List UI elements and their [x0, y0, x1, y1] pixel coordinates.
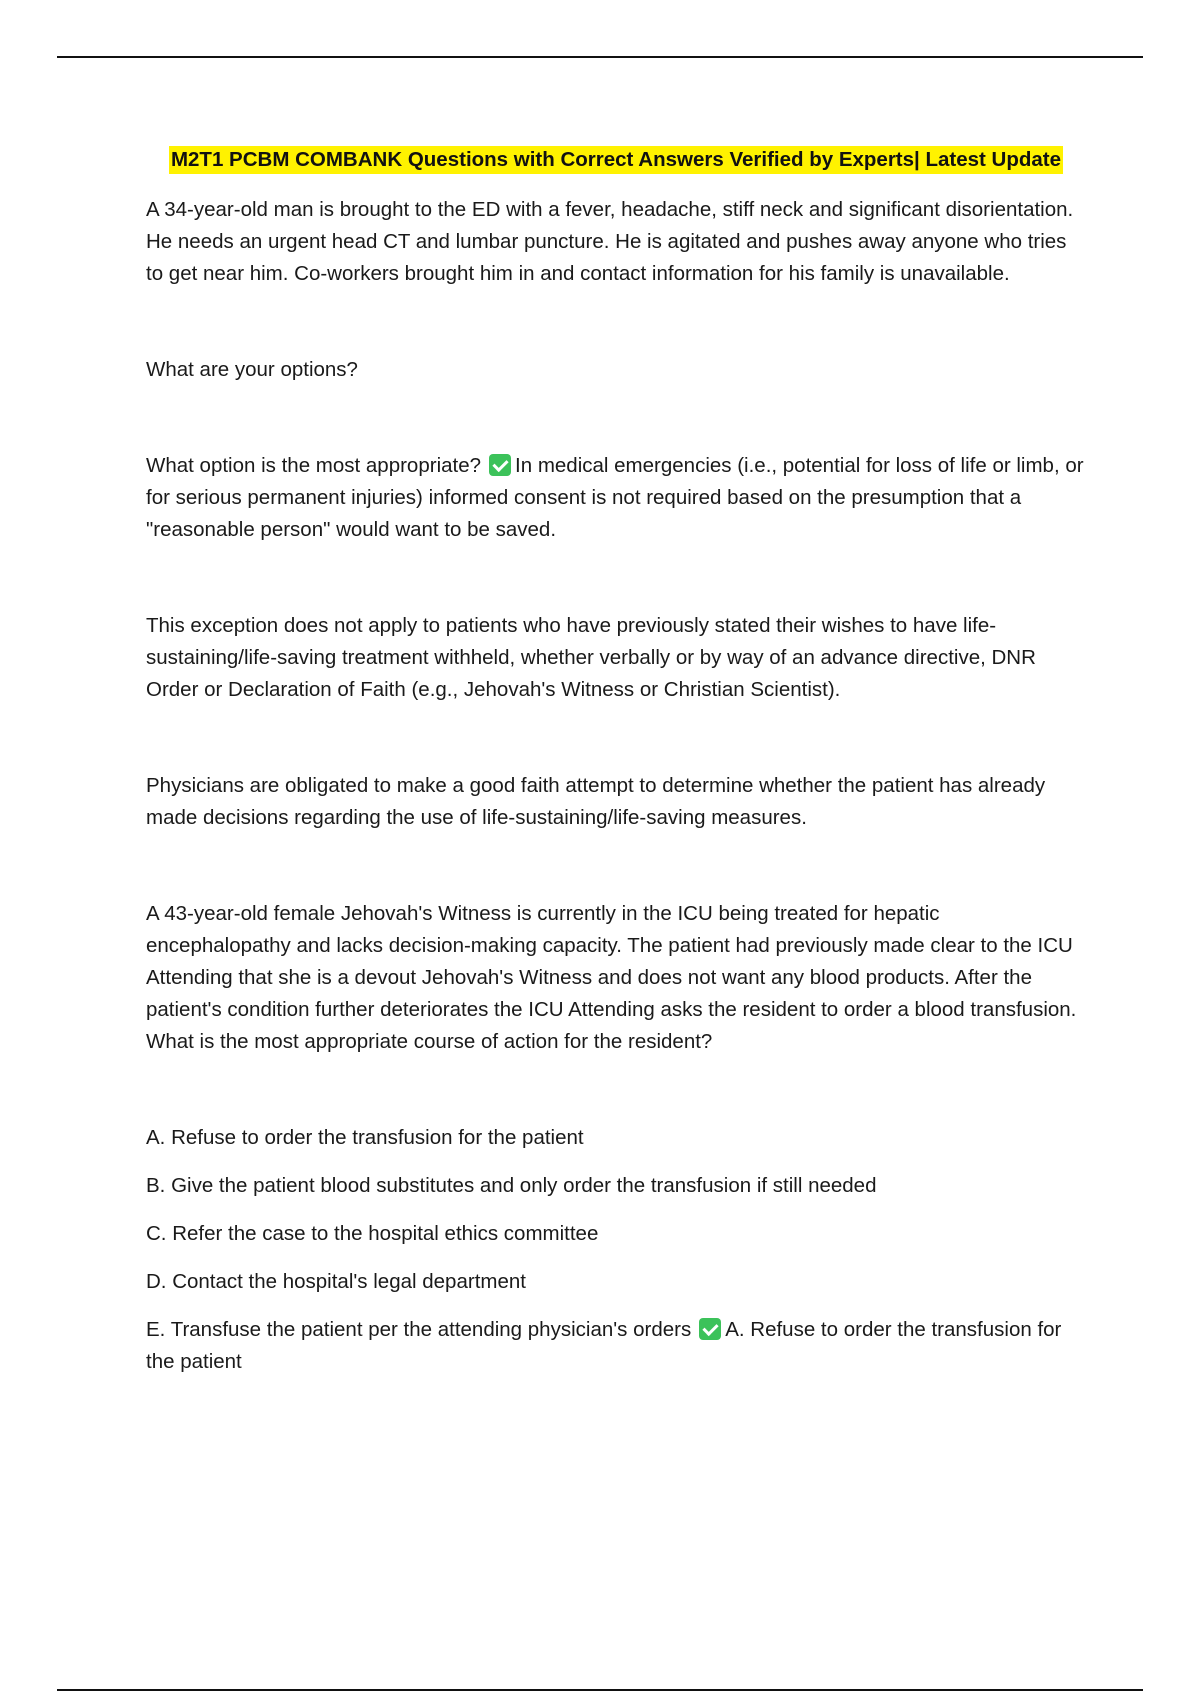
q2-option-e: E. Transfuse the patient per the attending physician's orders	[146, 1318, 692, 1341]
q2-option-e-answer	[146, 1314, 1086, 1378]
document-body	[146, 146, 1086, 1378]
q1-answer: In medical emergencies (i.e., potential for loss of life or limb, or for serious permanent injuries) informed consent is not required based on the presumption that a "reasonable person" would want to be saved.	[146, 454, 1084, 541]
header-rule	[57, 56, 1143, 58]
check-icon	[699, 1318, 721, 1340]
q1-stem: A 34-year-old man is brought to the ED with a fever, headache, stiff neck and significant disorientation. He needs an urgent head CT and lumbar puncture. He is agitated and pushes away anyone who tries to get near him. Co-workers brought him in and contact information for his family is unavailable.	[146, 198, 1074, 285]
title-wrap	[136, 146, 1096, 174]
q1-note-good-faith: Physicians are obligated to make a good faith attempt to determine whether the patient has already made decisions regarding the use of life-sustaining/life-saving measures.	[146, 774, 1046, 829]
q1-prompt: What are your options?	[146, 358, 358, 381]
q2-option-c: C. Refer the case to the hospital ethics committee	[146, 1222, 599, 1245]
check-icon	[489, 454, 511, 476]
footer-rule	[57, 1689, 1143, 1691]
q1-question-answer	[146, 450, 1086, 546]
q2-answer: A. Refuse to order the transfusion for the patient	[146, 1318, 1062, 1373]
q2-stem: A 43-year-old female Jehovah's Witness is currently in the ICU being treated for hepatic encephalopathy and lacks decision-making capacity. The patient had previously made clear to the ICU Attending that she is a devout Jehovah's Witness and does not want any blood products. After the patient's condition further deteriorates the ICU Attending asks the resident to order a blood transfusion. What is the most appropriate course of action for the resident?	[146, 902, 1077, 1053]
q2-option-d: D. Contact the hospital's legal department	[146, 1270, 526, 1293]
document-title: M2T1 PCBM COMBANK Questions with Correct Answers Verified by Experts| Latest Update	[169, 146, 1063, 174]
q1-question: What option is the most appropriate?	[146, 454, 482, 477]
q2-option-a: A. Refuse to order the transfusion for the patient	[146, 1126, 584, 1149]
q2-option-b: B. Give the patient blood substitutes and only order the transfusion if still needed	[146, 1174, 877, 1197]
q1-note-exception: This exception does not apply to patients who have previously stated their wishes to have life-sustaining/life-saving treatment withheld, whether verbally or by way of an advance directive, DNR Order or Declaration of Faith (e.g., Jehovah's Witness or Christian Scientist).	[146, 614, 1036, 701]
